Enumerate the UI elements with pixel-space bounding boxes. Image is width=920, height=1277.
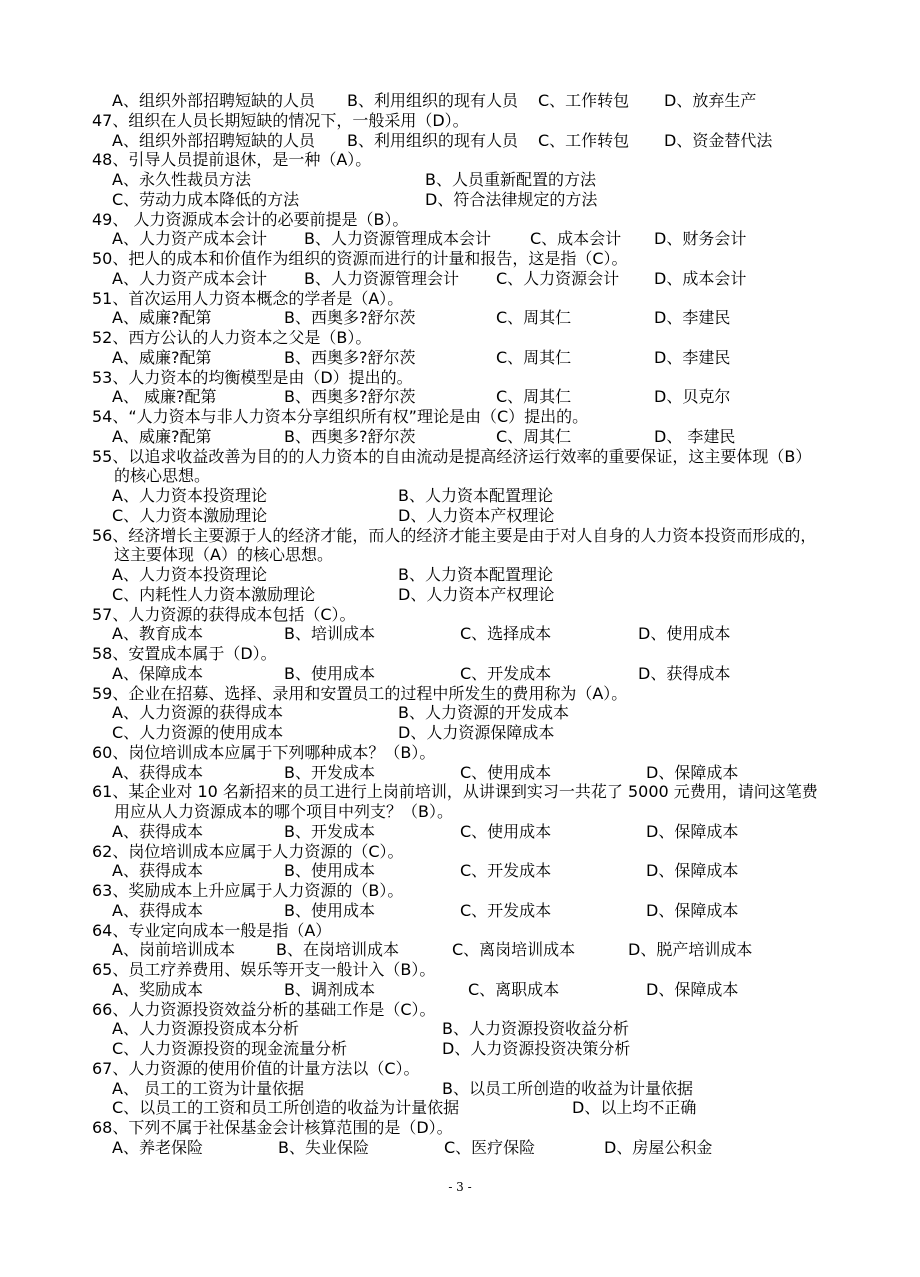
option-b: B、西奥多?舒尔茨 [284,426,416,446]
options-line [92,901,882,921]
option-a: A、人力资源投资成本分析 [112,1019,299,1039]
option-d: D、保障成本 [646,762,739,782]
question-line: 62、岗位培训成本应属于人力资源的（C）。 [92,841,404,861]
document-body [92,91,882,1158]
options-line [92,506,882,526]
option-d: D、财务会计 [654,229,747,249]
question-line: 65、员工疗养费用、娱乐等开支一般计入（B）。 [92,960,436,979]
option-b: B、开发成本 [284,762,375,782]
question-line: 55、以追求收益改善为目的的人力资本的自由流动是提高经济运行效率的重要保证，这主要体现（B） [92,446,812,466]
option-c: C、开发成本 [460,861,552,881]
option-d: D、脱产培训成本 [628,940,753,960]
option-a: A、组织外部招聘短缺的人员 [112,91,315,110]
question-line: 52、西方公认的人力资本之父是（B）。 [92,328,372,347]
option-b: B、培训成本 [284,624,375,644]
option-d: D、保障成本 [646,821,739,841]
options-line [92,723,882,743]
option-c: C、选择成本 [460,624,552,644]
option-b: B、使用成本 [284,900,375,920]
options-line [92,1019,882,1039]
option-a: A、威廉?配第 [112,347,212,367]
options-line [92,1138,882,1158]
option-c: C、人力资源会计 [496,268,620,288]
question-line: 61、某企业对 10 名新招来的员工进行上岗前培训，从讲课到实习一共花了 5000 元费用，请问这笔费 [92,782,818,802]
options-line [92,190,882,210]
option-c: C、医疗保险 [444,1137,536,1157]
option-b: B、人力资源的开发成本 [398,703,569,723]
question-line: 64、专业定向成本一般是指（A） [92,920,332,940]
option-a: A、 员工的工资为计量依据 [112,1078,305,1098]
option-a: A、人力资源的获得成本 [112,703,283,723]
options-line [92,664,882,684]
options-line [92,427,882,447]
question-line: 56、经济增长主要源于人的经济才能，而人的经济才能主要是由于对人自身的人力资本投资而形成的， [92,525,817,545]
option-b: B、在岗培训成本 [276,940,399,960]
options-line [92,229,882,249]
option-d: D、房屋公积金 [604,1137,713,1157]
option-b: D、人力资本产权理论 [398,505,555,525]
question-line: 63、奖励成本上升应属于人力资源的（B）。 [92,881,404,900]
options-line [92,486,882,506]
option-a: A、获得成本 [112,861,203,881]
options-line [92,822,882,842]
options-line [92,1098,882,1118]
options-line [92,624,882,644]
option-b: B、调剂成本 [284,979,375,999]
option-c: C、工作转包 [538,130,630,150]
question-continuation: 这主要体现（A）的核心思想。 [114,545,333,565]
option-b: D、人力资源投资决策分析 [442,1039,631,1058]
option-b: B、西奥多?舒尔茨 [284,387,416,407]
option-d: D、 李建民 [654,426,736,446]
option-b: B、使用成本 [284,861,375,881]
option-a: A、岗前培训成本 [112,940,235,960]
option-b: D、符合法律规定的方法 [425,189,598,209]
option-a: A、人力资本投资理论 [112,565,267,584]
option-d: D、获得成本 [638,663,731,683]
option-a: C、以员工的工资和员工所创造的收益为计量依据 [112,1098,460,1118]
question-line: 54、“人力资本与非人力资本分享组织所有权”理论是由（C）提出的。 [92,407,589,426]
option-a: A、保障成本 [112,663,203,683]
option-a: C、人力资本激励理论 [112,505,268,525]
question-line: 60、岗位培训成本应属于下列哪种成本？（B）。 [92,742,436,762]
option-b: B、开发成本 [284,821,375,841]
options-line [92,1039,882,1059]
question-line: 57、人力资源的获得成本包括（C）。 [92,604,356,624]
options-line [92,940,882,960]
option-b: B、人员重新配置的方法 [425,170,596,189]
option-d: D、保障成本 [646,861,739,881]
option-c: C、离职成本 [468,979,560,999]
options-line [92,763,882,783]
question-line: 66、人力资源投资效益分析的基础工作是（C）。 [92,999,436,1019]
options-line [92,91,882,111]
question-line: 68、下列不属于社保基金会计核算范围的是（D）。 [92,1118,453,1137]
option-d: D、李建民 [654,347,731,367]
option-b: D、人力资源保障成本 [398,723,555,742]
options-line [92,565,882,585]
option-b: B、人力资源管理会计 [304,268,459,288]
option-c: C、成本会计 [530,229,622,249]
page-number: - 3 - [448,1180,472,1194]
question-line: 48、引导人员提前退休，是一种（A）。 [92,150,372,170]
option-a: A、人力资本投资理论 [112,486,267,505]
option-c: C、工作转包 [538,91,630,110]
option-a: C、劳动力成本降低的方法 [112,189,300,209]
option-a: A、获得成本 [112,900,203,920]
option-a: A、人力资产成本会计 [112,229,267,249]
option-c: C、周其仁 [496,387,572,407]
question-line: 67、人力资源的使用价值的计量方法以（C）。 [92,1058,420,1078]
options-line [92,308,882,328]
option-a: A、组织外部招聘短缺的人员 [112,130,315,150]
option-b: D、以上均不正确 [572,1098,697,1118]
option-d: D、使用成本 [638,624,731,644]
option-a: A、教育成本 [112,624,203,644]
option-b: B、利用组织的现有人员 [347,130,518,150]
option-a: C、人力资源的使用成本 [112,723,284,742]
option-a: A、 威廉?配第 [112,387,217,407]
option-a: A、人力资产成本会计 [112,268,267,288]
option-b: B、西奥多?舒尔茨 [284,308,416,328]
option-a: A、永久性裁员方法 [112,170,251,189]
question-continuation: 用应从人力资源成本的哪个项目中列支？（B）。 [114,802,453,821]
option-b: B、西奥多?舒尔茨 [284,347,416,367]
option-a: A、养老保险 [112,1137,203,1157]
options-line [92,585,882,605]
option-b: B、以员工所创造的收益为计量依据 [442,1078,693,1098]
options-line [92,170,882,190]
question-line: 58、安置成本属于（D）。 [92,644,277,663]
option-d: D、成本会计 [654,268,747,288]
option-b: B、人力资本配置理论 [398,565,553,584]
option-c: C、周其仁 [496,347,572,367]
option-b: B、人力资本配置理论 [398,486,553,505]
question-continuation: 的核心思想。 [114,466,211,486]
option-b: B、人力资源管理成本会计 [304,229,491,249]
options-line [92,387,882,407]
option-c: C、开发成本 [460,663,552,683]
option-b: B、利用组织的现有人员 [347,91,518,110]
option-a: A、奖励成本 [112,979,203,999]
option-b: B、失业保险 [278,1137,369,1157]
question-line: 47、组织在人员长期短缺的情况下，一般采用（D）。 [92,110,469,130]
options-line [92,269,882,289]
option-d: D、保障成本 [646,900,739,920]
option-a: C、内耗性人力资本激励理论 [112,584,316,604]
options-line [92,703,882,723]
option-b: B、人力资源投资收益分析 [442,1019,629,1039]
option-c: C、开发成本 [460,900,552,920]
options-line [92,980,882,1000]
option-c: C、使用成本 [460,821,552,841]
options-line [92,131,882,151]
option-a: A、威廉?配第 [112,426,212,446]
option-c: C、周其仁 [496,426,572,446]
option-d: D、保障成本 [646,979,739,999]
option-c: C、使用成本 [460,762,552,782]
options-line [92,1079,882,1099]
question-line: 53、人力资本的均衡模型是由（D）提出的。 [92,367,413,387]
question-line: 50、把人的成本和价值作为组织的资源而进行的计量和报告，这是指（C）。 [92,249,628,268]
option-d: D、李建民 [654,308,731,328]
options-line [92,348,882,368]
options-line [92,861,882,881]
option-a: A、获得成本 [112,821,203,841]
option-d: D、贝克尔 [654,387,731,407]
option-b: B、使用成本 [284,663,375,683]
question-line: 59、企业在招募、选择、录用和安置员工的过程中所发生的费用称为（A）。 [92,683,628,703]
option-d: D、放弃生产 [664,91,757,110]
option-a: C、人力资源投资的现金流量分析 [112,1039,348,1058]
option-c: C、离岗培训成本 [452,940,576,960]
question-line: 51、首次运用人力资本概念的学者是（A）。 [92,288,404,308]
option-d: D、资金替代法 [664,130,773,150]
option-a: A、威廉?配第 [112,308,212,328]
option-c: C、周其仁 [496,308,572,328]
option-a: A、获得成本 [112,762,203,782]
question-line: 49、 人力资源成本会计的必要前提是（B）。 [92,209,409,229]
option-b: D、人力资本产权理论 [398,584,555,604]
